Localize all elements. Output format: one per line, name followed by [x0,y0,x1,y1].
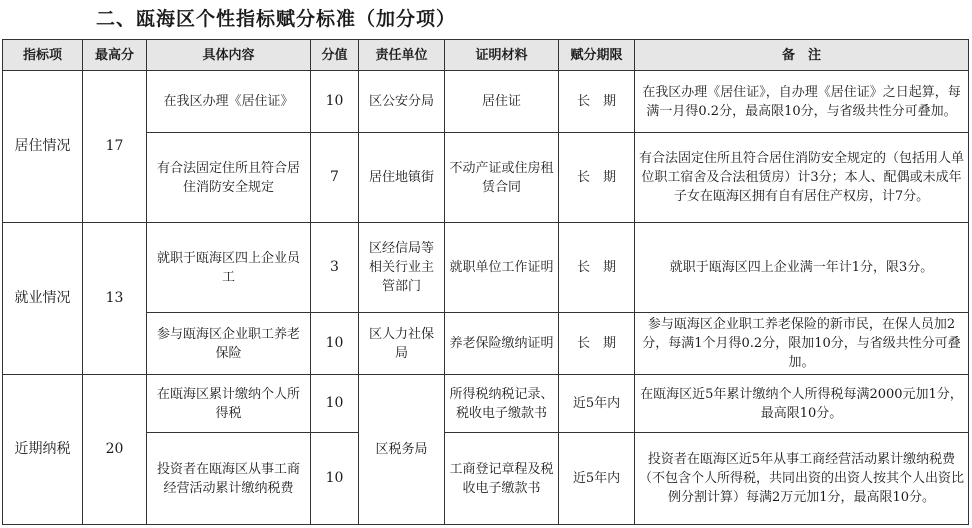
proof-cell: 就职单位工作证明 [445,223,559,313]
proof-cell: 工商登记章程及税收电子缴款书 [445,433,559,525]
header-content: 具体内容 [147,40,311,71]
category-cell: 居住情况 [3,71,83,223]
content-cell: 参与瓯海区企业职工养老保险 [147,313,311,375]
score-cell: 7 [311,133,359,223]
note-cell: 有合法固定住所且符合居住消防安全规定的（包括用人单位职工宿舍及合法租赁房）计3分；本人、配偶或未成年子女在瓯海区拥有自有居住产权房，计7分。 [635,133,969,223]
table-row [3,133,969,223]
content-cell: 就职于瓯海区四上企业员工 [147,223,311,313]
dept-cell: 区公安分局 [359,71,445,133]
proof-cell: 养老保险缴纳证明 [445,313,559,375]
note-cell: 在我区办理《居住证》，自办理《居住证》之日起算，每满一月得0.2分，最高限10分，与省级共性分可叠加。 [635,71,969,133]
max-score-cell: 13 [83,223,147,375]
content-cell: 在我区办理《居住证》 [147,71,311,133]
note-cell: 在瓯海区近5年累计缴纳个人所得税每满2000元加1分，最高限10分。 [635,375,969,433]
table-row [3,433,969,525]
content-cell: 有合法固定住所且符合居住消防安全规定 [147,133,311,223]
table-row [3,223,969,313]
score-cell: 10 [311,375,359,433]
dept-cell: 居住地镇街 [359,133,445,223]
scoring-table [2,39,969,525]
max-score-cell: 20 [83,375,147,525]
note-cell: 投资者在瓯海区近5年从事工商经营活动累计缴纳税费（不包含个人所得税，共同出资的出资人按其个人出资比例分割计算）每满2万元加1分，最高限10分。 [635,433,969,525]
table-row [3,375,969,433]
header-dept: 责任单位 [359,40,445,71]
score-cell: 3 [311,223,359,313]
category-cell: 近期纳税 [3,375,83,525]
term-cell: 长 期 [559,133,635,223]
note-cell: 参与瓯海区企业职工养老保险的新市民，在保人员加2分，每满1个月得0.2分，限加10分，与省级共性分可叠加。 [635,313,969,375]
max-score-cell: 17 [83,71,147,223]
dept-cell: 区人力社保局 [359,313,445,375]
dept-cell: 区经信局等相关行业主管部门 [359,223,445,313]
header-proof: 证明材料 [445,40,559,71]
header-row [3,40,969,71]
header-max-score: 最高分 [83,40,147,71]
proof-cell: 所得税纳税记录、税收电子缴款书 [445,375,559,433]
dept-cell: 区税务局 [359,375,445,525]
header-score: 分值 [311,40,359,71]
proof-cell: 居住证 [445,71,559,133]
term-cell: 近5年内 [559,375,635,433]
proof-cell: 不动产证或住房租赁合同 [445,133,559,223]
header-note: 备 注 [635,40,969,71]
score-cell: 10 [311,71,359,133]
term-cell: 长 期 [559,71,635,133]
term-cell: 长 期 [559,313,635,375]
header-indicator: 指标项 [3,40,83,71]
score-cell: 10 [311,433,359,525]
table-row [3,313,969,375]
document-title: 二、瓯海区个性指标赋分标准（加分项） [96,8,457,30]
category-cell: 就业情况 [3,223,83,375]
header-term: 赋分期限 [559,40,635,71]
content-cell: 在瓯海区累计缴纳个人所得税 [147,375,311,433]
content-cell: 投资者在瓯海区从事工商经营活动累计缴纳税费 [147,433,311,525]
term-cell: 近5年内 [559,433,635,525]
score-cell: 10 [311,313,359,375]
note-cell: 就职于瓯海区四上企业满一年计1分，限3分。 [635,223,969,313]
term-cell: 长 期 [559,223,635,313]
table-row [3,71,969,133]
